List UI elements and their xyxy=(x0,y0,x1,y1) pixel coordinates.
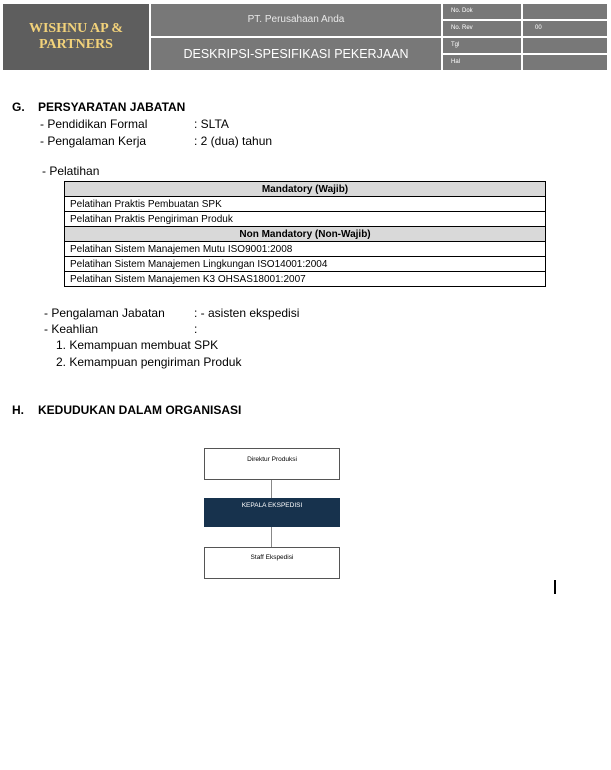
meta-row-rev xyxy=(443,21,607,36)
pengalaman-label: - Pengalaman Kerja xyxy=(40,134,147,148)
pendidikan-value: : SLTA xyxy=(194,117,229,131)
section-h-title: KEDUDUKAN DALAM ORGANISASI xyxy=(38,403,242,417)
section-g-title: PERSYARATAN JABATAN xyxy=(38,100,186,114)
meta-row-doc xyxy=(443,4,607,19)
keahlian-item: 2. Kemampuan pengiriman Produk xyxy=(56,355,242,369)
section-g-letter: G. xyxy=(12,100,25,114)
org-connector xyxy=(271,527,272,547)
mandatory-item: Pelatihan Praktis Pembuatan SPK xyxy=(65,197,546,212)
logo-line-2: PARTNERS xyxy=(39,37,113,52)
meta-label: No. Dok xyxy=(443,4,521,19)
org-box-head-expedition: KEPALA EKSPEDISI xyxy=(204,498,340,527)
text-cursor xyxy=(554,580,556,594)
keahlian-value: : xyxy=(194,322,198,336)
training-table xyxy=(64,181,546,287)
company-logo xyxy=(3,4,151,70)
document-meta xyxy=(443,4,607,70)
keahlian-item: 1. Kemampuan membuat SPK xyxy=(56,338,219,352)
pendidikan-label: - Pendidikan Formal xyxy=(40,117,148,131)
non-mandatory-header: Non Mandatory (Non-Wajib) xyxy=(65,227,546,242)
meta-value xyxy=(523,4,607,19)
mandatory-header: Mandatory (Wajib) xyxy=(65,182,546,197)
org-connector xyxy=(271,480,272,498)
org-box-staff: Staff Ekspedisi xyxy=(204,547,340,579)
non-mandatory-item: Pelatihan Sistem Manajemen Lingkungan ISO14001:2004 xyxy=(65,257,546,272)
meta-value xyxy=(523,38,607,53)
pengalaman-value: : 2 (dua) tahun xyxy=(194,134,273,148)
non-mandatory-item: Pelatihan Sistem Manajemen Mutu ISO9001:2008 xyxy=(65,242,546,257)
non-mandatory-item: Pelatihan Sistem Manajemen K3 OHSAS18001:2007 xyxy=(65,272,546,287)
company-name: PT. Perusahaan Anda xyxy=(151,4,441,38)
meta-label: Hal xyxy=(443,55,521,70)
meta-value xyxy=(523,55,607,70)
document-header xyxy=(3,4,607,70)
meta-row-page xyxy=(443,55,607,70)
section-h-letter: H. xyxy=(12,403,24,417)
pelatihan-label: - Pelatihan xyxy=(42,164,100,178)
meta-row-date xyxy=(443,38,607,53)
meta-value: 00 xyxy=(523,21,607,36)
document-title: DESKRIPSI-SPESIFIKASI PEKERJAAN xyxy=(151,38,441,70)
logo-line-1: WISHNU AP & xyxy=(28,21,124,36)
jabatan-value: : - asisten ekspedisi xyxy=(194,306,300,320)
mandatory-item: Pelatihan Praktis Pengiriman Produk xyxy=(65,212,546,227)
meta-label: No. Rev xyxy=(443,21,521,36)
meta-label: Tgl xyxy=(443,38,521,53)
keahlian-label: - Keahlian xyxy=(44,322,99,336)
jabatan-label: - Pengalaman Jabatan xyxy=(44,306,165,320)
org-box-director: Direktur Produksi xyxy=(204,448,340,480)
